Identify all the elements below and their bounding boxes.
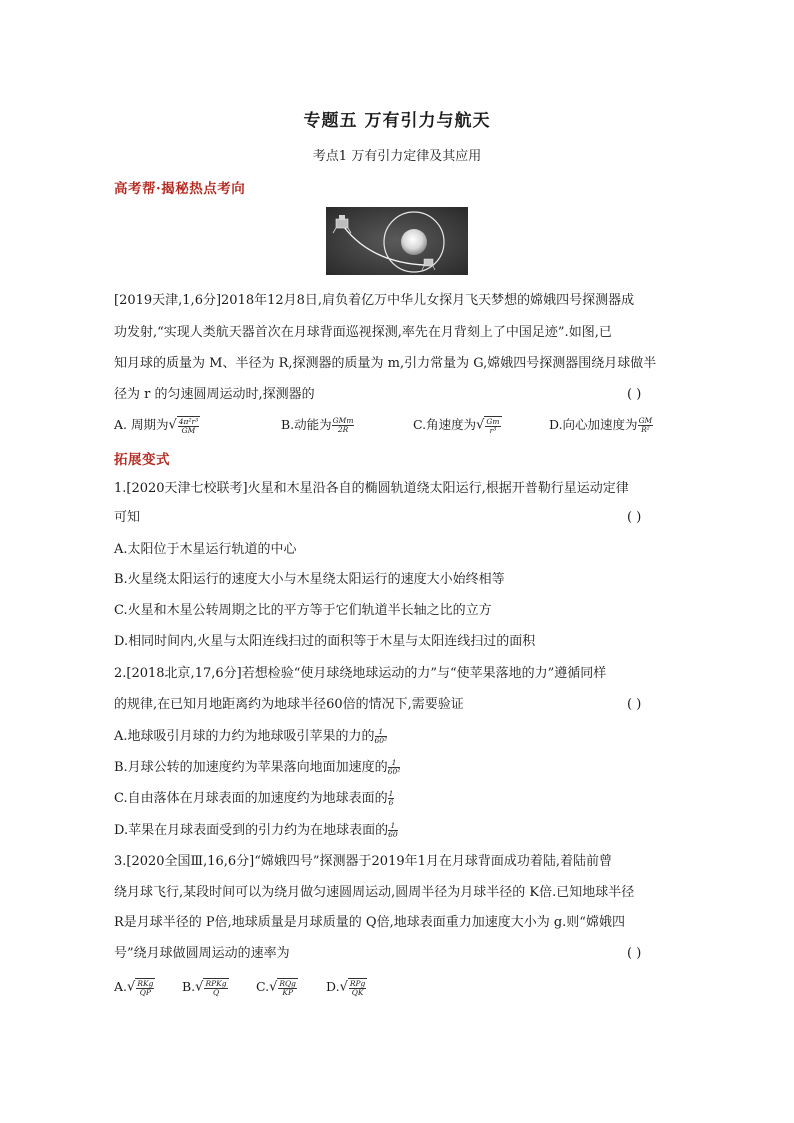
sqrt-icon: √ xyxy=(476,417,485,433)
q2-option-b-den: 60² xyxy=(387,767,401,776)
q3-option-d-num: RPg xyxy=(349,979,366,988)
q2-option-c-den: 6 xyxy=(388,798,394,807)
q0-option-b-den: 2R xyxy=(337,425,349,434)
q3-option-a-den: QP xyxy=(139,988,151,997)
q0-option-c[interactable] xyxy=(413,416,502,435)
q0-option-b-num: GMm xyxy=(332,416,354,425)
q2-option-b-num: 1 xyxy=(388,759,401,768)
sqrt-icon: √ xyxy=(339,979,348,995)
q3-option-c-label: C. xyxy=(256,979,270,994)
q0-line-3: 知月球的质量为 M、半径为 R,探测器的质量为 m,引力常量为 G,嫦娥四号探测器围绕月球做半 xyxy=(114,356,657,371)
q2-line-2: 的规律,在已知月地距离约为地球半径60倍的情况下,需要验证 xyxy=(114,697,464,712)
q3-option-b-num: RPKg xyxy=(205,979,227,988)
q0-line-2: 功发射,“实现人类航天器首次在月球背面巡视探测,率先在月背刻上了中国足迹”.如图,已 xyxy=(114,325,612,340)
q0-option-d-num: GM xyxy=(638,416,653,425)
q0-option-d[interactable] xyxy=(549,416,653,434)
q3-option-b-label: B. xyxy=(182,979,196,994)
q2-option-a[interactable] xyxy=(114,728,387,746)
q2-option-d-num: 1 xyxy=(388,822,398,831)
sqrt-icon: √ xyxy=(127,979,136,995)
q1-line-2: 可知 xyxy=(114,510,141,525)
q2-line-1: 2.[2018北京,17,6分]若想检验“使月球绕地球运动的力”与“使苹果落地的力”遵循同样 xyxy=(114,666,607,681)
q0-option-d-den: R² xyxy=(641,425,650,434)
q3-option-a[interactable] xyxy=(114,978,155,997)
q3-line-2: 绕月球飞行,某段时间可以为绕月做匀速圆周运动,圆周半径为月球半径的 K倍.已知地球半径 xyxy=(114,885,635,900)
q0-line-1: [2019天津,1,6分]2018年12月8日,肩负着亿万中华儿女探月飞天梦想的嫦娥四号探测器成 xyxy=(114,293,635,308)
q0-option-a-num: 4π²r³ xyxy=(178,417,199,426)
q0-option-a-den: GM xyxy=(181,426,196,435)
q3-option-d-den: QK xyxy=(351,988,364,997)
sqrt-icon: √ xyxy=(168,417,177,433)
q1-answer-paren: ( ) xyxy=(627,510,642,525)
q3-line-4: 号”绕月球做圆周运动的速率为 xyxy=(114,946,290,961)
q3-option-c[interactable] xyxy=(256,978,298,997)
q3-option-a-num: RKg xyxy=(137,979,154,988)
q1-option-a[interactable]: A.太阳位于木星运行轨道的中心 xyxy=(114,542,297,557)
q0-option-b-label: B.动能为 xyxy=(281,417,332,432)
q2-option-c-label: C.自由落体在月球表面的加速度约为地球表面的 xyxy=(114,791,388,806)
q1-line-1: 1.[2020天津七校联考]火星和木星沿各自的椭圆轨道绕太阳运行,根据开普勒行星运动定律 xyxy=(114,481,629,496)
q0-option-c-label: C.角速度为 xyxy=(413,417,477,432)
q0-option-a-label: A. 周期为 xyxy=(114,417,169,432)
q3-option-a-label: A. xyxy=(114,979,128,994)
sqrt-icon: √ xyxy=(195,979,204,995)
q0-option-d-label: D.向心加速度为 xyxy=(549,417,638,432)
q2-option-d-label: D.苹果在月球表面受到的引力约为在地球表面的 xyxy=(114,823,389,838)
q3-answer-paren: ( ) xyxy=(627,946,642,961)
section-heading-ext: 拓展变式 xyxy=(114,452,170,468)
q3-option-c-num: RQg xyxy=(279,979,296,988)
q3-option-b[interactable] xyxy=(182,978,229,997)
q2-option-d-den: 60 xyxy=(388,830,398,839)
q2-option-d[interactable] xyxy=(114,822,398,840)
page-subtitle: 考点1 万有引力定律及其应用 xyxy=(312,149,482,164)
q0-line-4: 径为 r 的匀速圆周运动时,探测器的 xyxy=(114,387,315,402)
q0-option-c-den: r³ xyxy=(489,426,497,435)
q3-line-1: 3.[2020全国Ⅲ,16,6分]“嫦娥四号”探测器于2019年1月在月球背面成功着陆,着陆前曾 xyxy=(114,854,613,869)
q3-option-c-den: KP xyxy=(282,988,294,997)
q3-line-3: R是月球半径的 P倍,地球质量是月球质量的 Q倍,地球表面重力加速度大小为 g.则“嫦娥四 xyxy=(114,915,625,930)
q2-option-c-num: 1 xyxy=(388,789,394,798)
q2-option-c[interactable] xyxy=(114,790,394,808)
page-title: 专题五 万有引力与航天 xyxy=(303,111,491,131)
q3-option-d[interactable] xyxy=(326,978,367,997)
moon-orbit-figure xyxy=(326,207,468,275)
q1-option-b[interactable]: B.火星绕太阳运行的速度大小与木星绕太阳运行的速度大小始终相等 xyxy=(114,572,505,587)
q2-answer-paren: ( ) xyxy=(627,697,642,712)
q0-option-c-num: Gm xyxy=(486,417,500,426)
q2-option-a-den: 60² xyxy=(374,736,388,745)
section-heading-main: 高考帮·揭秘热点考向 xyxy=(114,181,246,197)
q2-option-b[interactable] xyxy=(114,759,400,777)
q3-option-d-label: D. xyxy=(326,979,340,994)
q2-option-a-num: 1 xyxy=(375,728,388,737)
q0-option-a[interactable] xyxy=(114,416,200,435)
q0-option-b[interactable] xyxy=(281,416,354,434)
sqrt-icon: √ xyxy=(269,979,278,995)
q1-option-d[interactable]: D.相同时间内,火星与太阳连线扫过的面积等于木星与太阳连线扫过的面积 xyxy=(114,634,536,649)
moon-orbit-illustration xyxy=(326,207,468,275)
q2-option-b-label: B.月球公转的加速度约为苹果落向地面加速度的 xyxy=(114,760,388,775)
q1-option-c[interactable]: C.火星和木星公转周期之比的平方等于它们轨道半长轴之比的立方 xyxy=(114,603,492,618)
q2-option-a-label: A.地球吸引月球的力约为地球吸引苹果的力的 xyxy=(114,729,375,744)
q0-answer-paren: ( ) xyxy=(627,387,642,402)
q3-option-b-den: Q xyxy=(212,988,220,997)
